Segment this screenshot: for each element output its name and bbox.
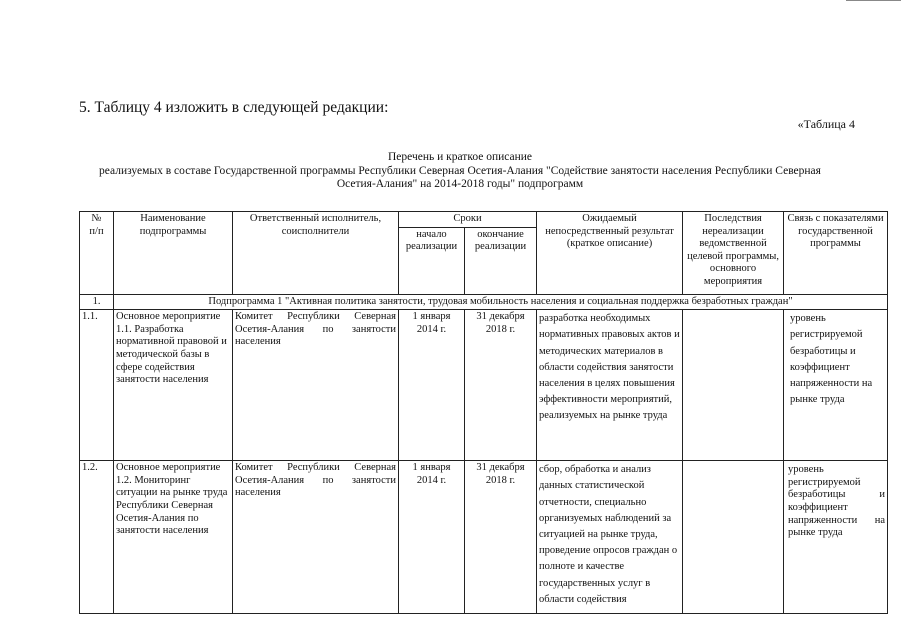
subprogram-row [80,294,888,310]
caption-line-2: реализуемых в составе Государственной программы Республики Северная Осетия-Алания "Содействие занятости населения Республики Северная [99,164,821,177]
caption-line-3: Осетия-Алания" на 2014-2018 годы" подпрограмм [336,178,584,190]
row-num: 1.1. [80,310,114,461]
row-result: разработка необходимых нормативных правовых актов и методических материалов в области содействия занятости населения в целях повышения эффективности мероприятий, реализуемых на рынке труда [537,310,683,461]
row-link: уровень регистрируемой безработицы и коэффициент напряженности на рынке труда [784,461,888,614]
row-end: 31 декабря 2018 г. [465,461,537,614]
row-name: Основное мероприятие 1.2. Мониторинг ситуации на рынке труда Республики Северная Осетия-Алания по занятости населения [114,461,233,614]
header-result: Ожидаемый непосредственный результат (краткое описание) [537,212,683,295]
header-end: окончание реализации [465,227,537,294]
subprogram-title: Подпрограмма 1 "Активная политика занятости, трудовая мобильность населения и социальная поддержка безработных граждан" [114,294,888,310]
header-num: № п/п [80,212,114,295]
caption-line-1: Перечень и краткое описание [387,151,533,163]
row-consequences [683,461,784,614]
table-row [80,461,888,614]
table-row [80,310,888,461]
table-label: «Таблица 4 [797,117,855,131]
header-name: Наименование подпрограммы [114,212,233,295]
row-name: Основное мероприятие 1.1. Разработка нормативной правовой и методической базы в сфере содействия занятости населения [114,310,233,461]
header-executor: Ответственный исполнитель, соисполнители [233,212,399,295]
row-start: 1 января 2014 г. [399,461,465,614]
header-terms: Сроки [399,212,537,228]
row-start: 1 января 2014 г. [399,310,465,461]
scan-artifact-line [846,0,901,6]
row-end: 31 декабря 2018 г. [465,310,537,461]
row-executor: Комитет Республики Северная Осетия-Алания по занятости населения [233,310,399,461]
subprograms-table [79,211,888,614]
header-link: Связь с показателями государственной программы [784,212,888,295]
row-num: 1.2. [80,461,114,614]
subprogram-num: 1. [80,294,114,310]
table-header-row [80,212,888,228]
row-executor: Комитет Республики Северная Осетия-Алания по занятости населения [233,461,399,614]
instruction-heading: 5. Таблицу 4 изложить в следующей редакции: [79,99,389,116]
table-caption [80,151,840,192]
row-result: сбор, обработка и анализ данных статистической отчетности, специально организуемых наблюдений за ситуацией на рынке труда, проведение опросов граждан о полноте и качестве государственных услуг в области содействия [537,461,683,614]
row-link: уровень регистрируемой безработицы и коэффициент напряженности на рынке труда [784,310,888,461]
row-consequences [683,310,784,461]
header-start: начало реализации [399,227,465,294]
header-consequences: Последствия нереализации ведомственной целевой программы, основного мероприятия [683,212,784,295]
